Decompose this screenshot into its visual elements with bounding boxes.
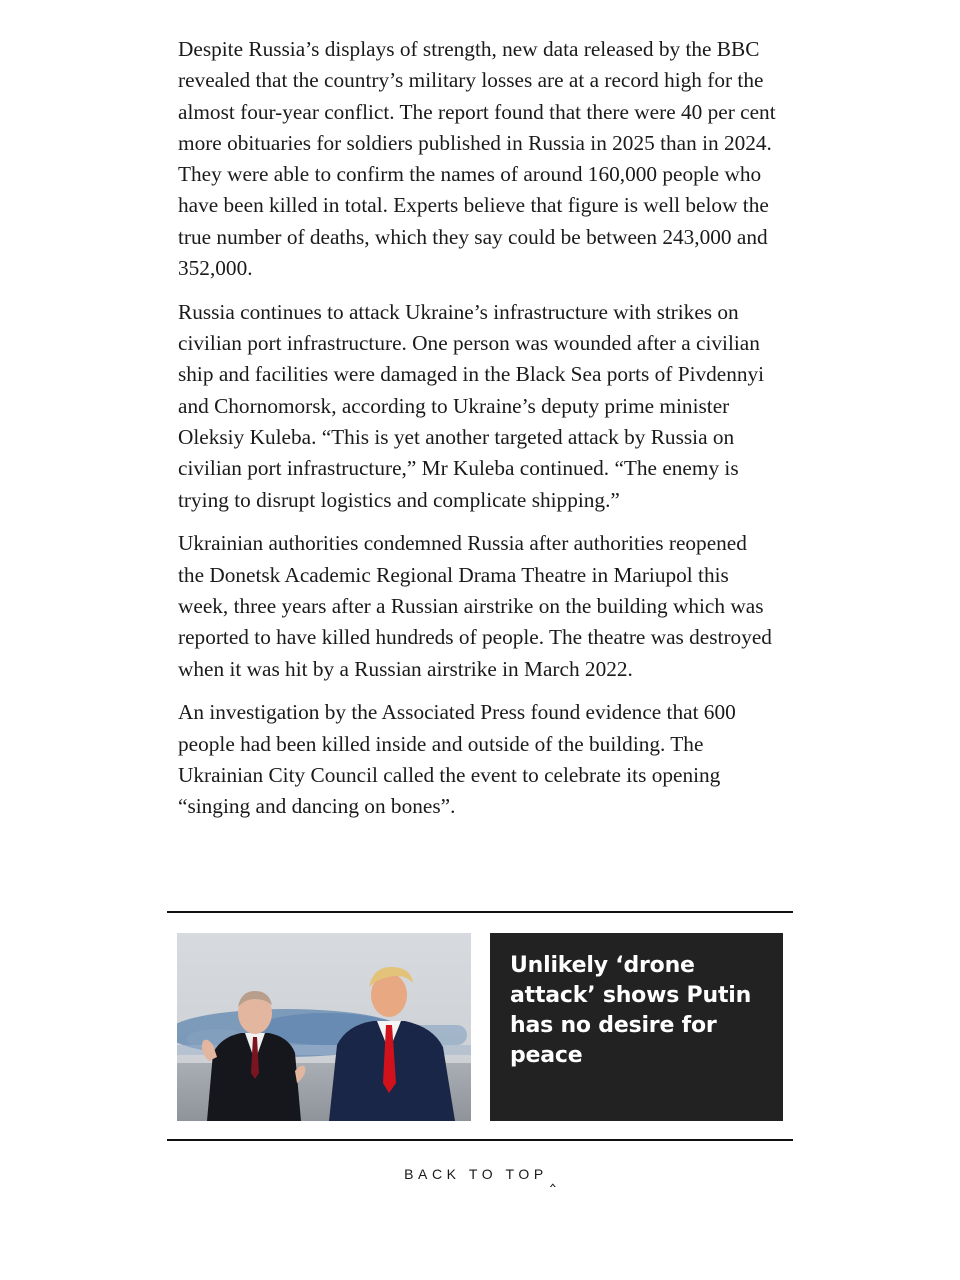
article-body (178, 34, 778, 835)
related-article (167, 911, 793, 1141)
related-article-card[interactable] (490, 933, 783, 1121)
article-paragraph: Russia continues to attack Ukraine’s infrastructure with strikes on civilian port infrastructure. One person was wounded after a civilian ship and facilities were damaged in the Black Sea ports of Pivdennyi and Chornomorsk, according to Ukraine’s deputy prime minister Oleksiy Kuleba. “This is yet another targeted attack by Russia on civilian port infrastructure,” Mr Kuleba continued. “The enemy is trying to disrupt logistics and complicate shipping.” (178, 299, 765, 512)
related-article-headline[interactable]: Unlikely ‘drone attack’ shows Putin has no desire for peace (510, 953, 752, 1068)
article-paragraph: Ukrainian authorities condemned Russia after authorities reopened the Donetsk Academic Regional Drama Theatre in Mariupol this week, three years after a Russian airstrike on the building which was reported to have killed hundreds of people. The theatre was destroyed when it was hit by a Russian airstrike in March 2022. (178, 531, 772, 681)
related-article-image[interactable] (177, 933, 471, 1121)
article-paragraph: Despite Russia’s displays of strength, new data released by the BBC revealed that the country’s military losses are at a record high for the almost four-year conflict. The report found that there were 40 per cent more obituaries for soldiers published in Russia in 2025 than in 2024. They were able to confirm the names of around 160,000 people who have been killed in total. Experts believe that figure is well below the true number of deaths, which they say could be between 243,000 and 352,000. (178, 37, 776, 281)
caret-up-icon[interactable]: ‸ (549, 1167, 556, 1188)
back-to-top-label[interactable]: BACK TO TOP (404, 1166, 548, 1182)
back-to-top-link[interactable] (0, 1166, 960, 1188)
article-paragraph: An investigation by the Associated Press found evidence that 600 people had been killed inside and outside of the building. The Ukrainian City Council called the event to celebrate its opening “singing and dancing on bones”. (178, 700, 736, 819)
